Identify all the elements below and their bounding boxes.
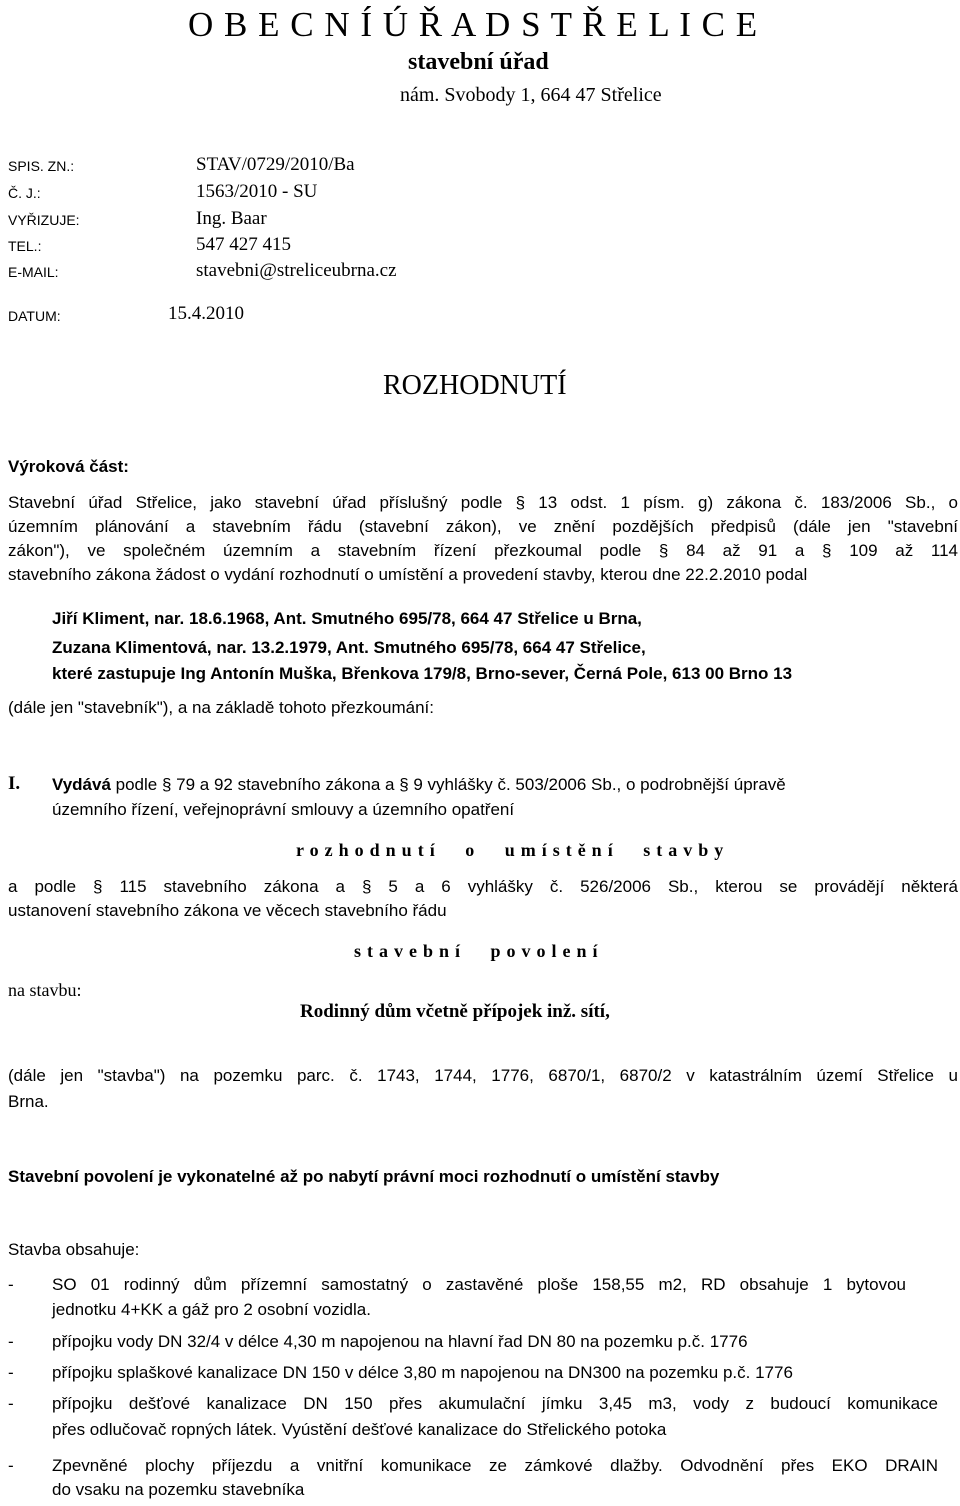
list-dash: - <box>8 1275 14 1294</box>
list-dash: - <box>8 1456 14 1475</box>
list-item-line: přípojku splaškové kanalizace DN 150 v délce 3,80 m napojenou na DN300 na pozemku p.č. 1776 <box>52 1363 793 1382</box>
list-item-line: do vsaku na pozemku stavebníka <box>52 1480 305 1499</box>
parcel-line-2: Brna. <box>8 1092 49 1111</box>
office-title: O B E C N Í Ú Ř A D S T Ř E L I C E <box>188 5 759 44</box>
building-name: Rodinný dům včetně přípojek inž. sítí, <box>300 1001 610 1022</box>
office-subtitle: stavební úřad <box>408 49 549 75</box>
tel-value: 547 427 415 <box>196 234 291 255</box>
list-dash: - <box>8 1394 14 1413</box>
section-line-2: územního řízení, veřejnoprávní smlouvy a územního opatření <box>52 800 515 819</box>
vyrizuje-value: Ing. Baar <box>196 208 267 229</box>
after-review-text: (dále jen "stavebník"), a na základě tohoto přezkoumání: <box>8 698 434 717</box>
list-item-line: jednotku 4+KK a gáž pro 2 osobní vozidla. <box>52 1300 371 1319</box>
section-verb: Vydává <box>52 775 111 794</box>
list-item-line: Zpevněné plochy příjezdu a vnitřní komunikace ze zámkové dlažby. Odvodnění přes EKO DRAIN <box>52 1456 938 1475</box>
section-line-1 <box>52 776 786 793</box>
section-number: I. <box>8 773 21 794</box>
legal-basis-line-1: a podle § 115 stavebního zákona a § 5 a 6 vyhlášky č. 526/2006 Sb., kterou se provádějí některá <box>8 877 958 896</box>
cj-value: 1563/2010 - SU <box>196 181 318 202</box>
na-stavbu-label: na stavbu: <box>8 980 82 1000</box>
list-item-line: SO 01 rodinný dům přízemní samostatný o zastavěné ploše 158,55 m2, RD obsahuje 1 bytovou <box>52 1275 906 1294</box>
email-label: E-MAIL: <box>8 264 59 280</box>
cj-label: Č. J.: <box>8 185 41 201</box>
list-item-line: přípojku dešťové kanalizace DN 150 přes akumulační jímku 3,45 m3, vody z budoucí komunikace <box>52 1394 938 1413</box>
parcel-line-1: (dále jen "stavba") na pozemku parc. č. 1743, 1744, 1776, 6870/1, 6870/2 v katastrálním území Střelice u <box>8 1066 958 1085</box>
datum-value: 15.4.2010 <box>168 303 244 324</box>
office-address: nám. Svobody 1, 664 47 Střelice <box>400 84 662 106</box>
intro-line: Stavební úřad Střelice, jako stavební úřad příslušný podle § 13 odst. 1 písm. g) zákona č. 183/2006 Sb., o <box>8 493 958 512</box>
list-dash: - <box>8 1332 14 1351</box>
applicant-line: Zuzana Klimentová, nar. 13.2.1979, Ant. Smutného 695/78, 664 47 Střelice, <box>52 638 646 657</box>
enforceability-note: Stavební povolení je vykonatelné až po nabytí právní moci rozhodnutí o umístění stavby <box>8 1167 720 1186</box>
list-dash: - <box>8 1363 14 1382</box>
email-value: stavebni@streliceubrna.cz <box>196 260 397 281</box>
decision-title: ROZHODNUTÍ <box>383 370 567 401</box>
applicant-line: Jiří Kliment, nar. 18.6.1968, Ant. Smutného 695/78, 664 47 Střelice u Brna, <box>52 609 642 628</box>
datum-label: DATUM: <box>8 308 61 324</box>
section-line-1-rest: podle § 79 a 92 stavebního zákona a § 9 vyhlášky č. 503/2006 Sb., o podrobnější úpravě <box>110 775 786 794</box>
decision-povoleni-heading: stavební povolení <box>354 941 604 961</box>
intro-line: stavebního zákona žádost o vydání rozhodnutí o umístění a provedení stavby, kterou dne 22.2.2010 podal <box>8 565 808 584</box>
list-item-line: přes odlučovač ropných látek. Vyústění dešťové kanalizace do Střelického potoka <box>52 1420 667 1439</box>
tel-label: TEL.: <box>8 238 42 254</box>
legal-basis-line-2: ustanovení stavebního zákona ve věcech stavebního řádu <box>8 901 447 920</box>
contents-heading: Stavba obsahuje: <box>8 1240 140 1259</box>
operative-part-heading: Výroková část: <box>8 457 129 476</box>
spis-zn-label: SPIS. ZN.: <box>8 158 75 174</box>
intro-line: územním plánování a stavebním řádu (stavební zákon), ve znění pozdějších předpisů (dále jen "stavební <box>8 517 958 536</box>
spis-zn-value: STAV/0729/2010/Ba <box>196 154 355 175</box>
vyrizuje-label: VYŘIZUJE: <box>8 212 80 228</box>
applicant-line: které zastupuje Ing Antonín Muška, Břenkova 179/8, Brno-sever, Černá Pole, 613 00 Brno 13 <box>52 664 793 683</box>
decision-umisteni-heading: rozhodnutí o umístění stavby <box>296 840 730 860</box>
intro-line: zákon"), ve společném územním a stavebním řízení přezkoumal podle § 84 až 91 a § 109 až 114 <box>8 541 958 560</box>
list-item-line: přípojku vody DN 32/4 v délce 4,30 m napojenou na hlavní řad DN 80 na pozemku p.č. 1776 <box>52 1332 748 1351</box>
